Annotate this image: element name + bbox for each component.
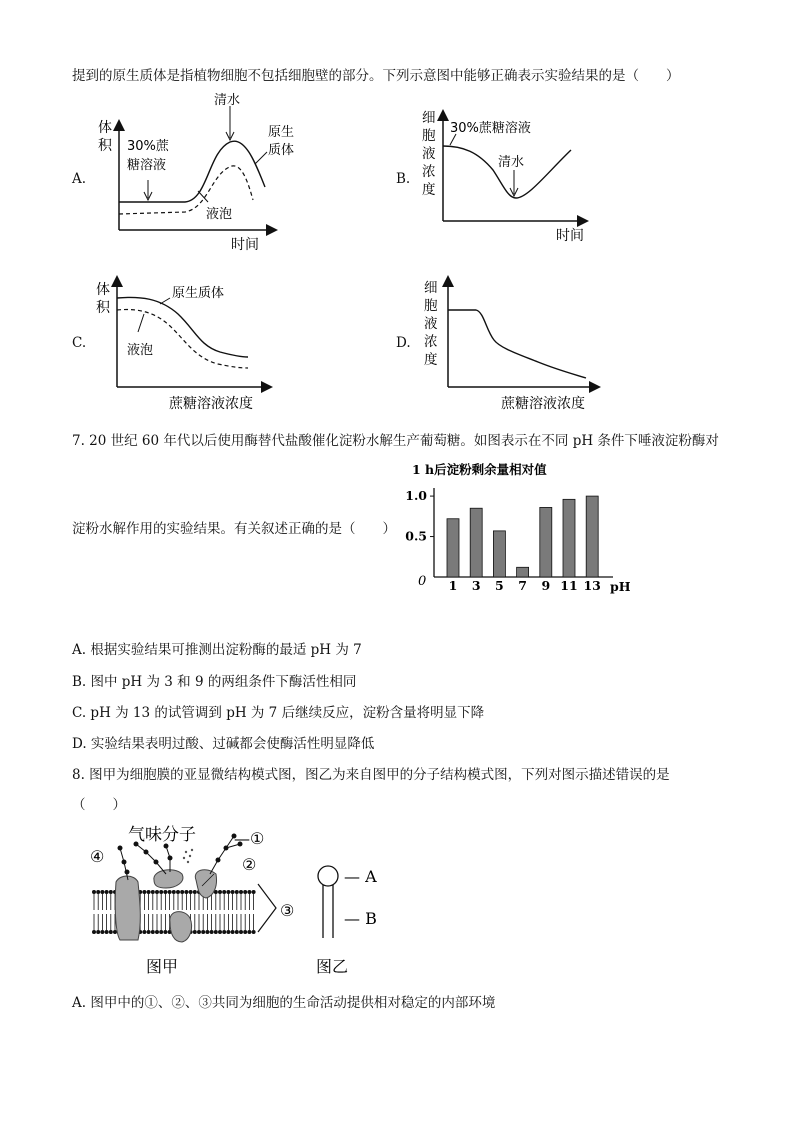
option-c-label: C. <box>72 335 87 351</box>
bar-ph-11 <box>563 499 575 577</box>
graph-d-ylabel-2: 液 <box>424 316 438 332</box>
caption-jia: 图甲 <box>146 957 179 976</box>
lipid-head-upper <box>92 890 96 894</box>
lipid-head-upper <box>184 890 188 894</box>
bracket-3 <box>258 884 276 932</box>
lipid-head-lower <box>239 930 243 934</box>
lipid-head-upper <box>176 890 180 894</box>
graph-b-ylabel-0: 细 <box>422 110 436 126</box>
graph-c-ylabel-2: 积 <box>96 300 110 316</box>
lipid-head-upper <box>105 890 109 894</box>
lipid-head-upper <box>218 890 222 894</box>
q7-option-b: B. 图中 pH 为 3 和 9 的两组条件下酶活性相同 <box>72 674 357 690</box>
surface-protein <box>154 870 183 888</box>
bar-ph-9 <box>540 507 552 577</box>
lipid-head-lower <box>155 930 159 934</box>
lipid-head-upper <box>193 890 197 894</box>
lipid-head-upper <box>142 890 146 894</box>
graph-b-ylabel-1: 胞 <box>422 128 436 144</box>
graph-d-ylabel-0: 细 <box>424 280 438 296</box>
lipid-head-lower <box>231 930 235 934</box>
label-b: — B <box>344 909 377 928</box>
odor-label: 气味分子 <box>128 825 196 845</box>
graph-d-curve <box>448 310 586 378</box>
lipid-head-lower <box>210 930 214 934</box>
marker-2: ② <box>242 855 257 874</box>
lipid-head-upper <box>163 890 167 894</box>
chart-xlabel: pH <box>610 579 631 594</box>
x-tick-label: 9 <box>541 578 551 593</box>
y-tick-label: 1.0 <box>405 488 427 504</box>
x-tick-label: 1 <box>448 578 458 593</box>
graph-a-sucrose-2: 糖溶液 <box>127 158 167 173</box>
y-tick-label: 0.5 <box>405 528 427 544</box>
graph-c <box>90 270 280 415</box>
lipid-head-lower <box>201 930 205 934</box>
bar-ph-5 <box>493 531 505 577</box>
lipid-head-lower <box>252 930 256 934</box>
graph-b-water: 清水 <box>498 155 525 170</box>
graph-a-ylabel-1: 体 <box>98 120 112 136</box>
bar-ph-13 <box>586 496 598 577</box>
graph-b-ylabel-3: 浓 <box>422 164 436 180</box>
graph-a-xlabel: 时间 <box>231 237 259 253</box>
q7-option-a: A. 根据实验结果可推测出淀粉酶的最适 pH 为 7 <box>72 642 362 658</box>
graph-b-ylabel-4: 度 <box>422 182 436 198</box>
lipid-head-lower <box>151 930 155 934</box>
marker-4: ④ <box>90 847 105 866</box>
lipid-head-lower <box>105 930 109 934</box>
q7-option-c: C. pH 为 13 的试管调到 pH 为 7 后继续反应，淀粉含量将明显下降 <box>72 705 485 721</box>
x-tick-label: 5 <box>495 578 504 593</box>
transmembrane-protein <box>115 876 140 940</box>
graph-a-proto-2: 质体 <box>268 143 295 158</box>
lipid-head-lower <box>159 930 163 934</box>
graph-d-ylabel-4: 度 <box>424 352 438 368</box>
graph-a-vacuole: 液泡 <box>206 207 233 222</box>
lipid-head-upper <box>252 890 256 894</box>
lipid-head-upper <box>159 890 163 894</box>
bar-ph-7 <box>517 567 529 577</box>
lipid-head-upper <box>189 890 193 894</box>
lipid-head-upper <box>235 890 239 894</box>
membrane-figure-jia <box>86 822 316 982</box>
graph-a-sucrose-1: 30%蔗 <box>127 139 169 154</box>
graph-a-ylabel-2: 积 <box>98 138 112 154</box>
q8-stem-2: （ ） <box>72 797 126 813</box>
lipid-head-upper <box>247 890 251 894</box>
lipid-head-upper <box>109 890 113 894</box>
graph-b-sucrose: 30%蔗糖溶液 <box>450 121 531 136</box>
chart-origin-label: 0 <box>418 574 427 589</box>
graph-c-proto: 原生质体 <box>172 286 225 301</box>
lipid-head-upper <box>239 890 243 894</box>
graph-b-xlabel: 时间 <box>556 228 584 244</box>
lipid-head-lower <box>113 930 117 934</box>
lipid-head-lower <box>205 930 209 934</box>
graph-b-ylabel-2: 液 <box>422 146 436 162</box>
option-b-label: B. <box>396 171 411 187</box>
q7-stem-2: 淀粉水解作用的实验结果。有关叙述正确的是（ ） <box>72 521 396 537</box>
lipid-head-lower <box>222 930 226 934</box>
lipid-head-lower <box>163 930 167 934</box>
caption-yi: 图乙 <box>316 957 349 976</box>
chart-title: 1 h后淀粉剩余量相对值 <box>412 462 547 477</box>
x-tick-label: 7 <box>518 578 527 593</box>
graph-a <box>90 92 295 254</box>
q7-option-d: D. 实验结果表明过酸、过碱都会使酶活性明显降低 <box>72 736 375 752</box>
graph-d-xlabel: 蔗糖溶液浓度 <box>501 396 585 412</box>
graph-c-ylabel-1: 体 <box>96 282 110 298</box>
lipid-head-lower <box>147 930 151 934</box>
lipid-head-upper <box>100 890 104 894</box>
lipid-head-lower <box>218 930 222 934</box>
graph-b-curve <box>443 146 571 198</box>
marker-3: ③ <box>280 901 295 920</box>
lipid-head-upper <box>147 890 151 894</box>
ph-bar-chart <box>396 458 636 598</box>
lipid-head-lower <box>226 930 230 934</box>
lipid-head-lower <box>96 930 100 934</box>
lipid-head-upper <box>151 890 155 894</box>
q8-option-a: A. 图甲中的①、②、③共同为细胞的生命活动提供相对稳定的内部环境 <box>72 995 496 1011</box>
lipid-head-upper <box>155 890 159 894</box>
phospholipid-head <box>318 866 338 886</box>
label-a: — A <box>344 867 377 886</box>
bar-ph-1 <box>447 519 459 577</box>
q8-stem: 8. 图甲为细胞膜的亚显微结构模式图，图乙为来自图甲的分子结构模式图，下列对图示描述错误的是 <box>72 767 670 783</box>
lipid-head-upper <box>243 890 247 894</box>
embedded-protein <box>170 912 192 942</box>
lipid-head-upper <box>222 890 226 894</box>
graph-c-xlabel: 蔗糖溶液浓度 <box>169 396 253 412</box>
odor-molecules <box>183 849 193 863</box>
x-tick-label: 11 <box>560 578 578 593</box>
lipid-head-lower <box>197 930 201 934</box>
graph-d-ylabel-1: 胞 <box>424 298 438 314</box>
lipid-head-lower <box>235 930 239 934</box>
graph-d-ylabel-3: 浓 <box>424 334 438 350</box>
graph-a-proto-1: 原生 <box>268 125 295 140</box>
graph-a-protoplast-pointer <box>255 152 267 164</box>
lipid-head-lower <box>247 930 251 934</box>
q6-intro: 提到的原生质体是指植物细胞不包括细胞壁的部分。下列示意图中能够正确表示实验结果的是（ ） <box>72 68 680 84</box>
lipid-head-upper <box>168 890 172 894</box>
lipid-head-lower <box>193 930 197 934</box>
lipid-head-lower <box>142 930 146 934</box>
graph-d <box>418 270 608 415</box>
graph-c-vacuole: 液泡 <box>127 343 154 358</box>
option-a-label: A. <box>72 171 87 187</box>
bar-ph-3 <box>470 508 482 577</box>
option-d-label: D. <box>396 335 411 351</box>
graph-a-vacuole-curve <box>119 166 253 214</box>
graph-b <box>418 100 598 250</box>
phospholipid-figure-yi <box>300 852 410 982</box>
lipid-head-lower <box>100 930 104 934</box>
lipid-head-upper <box>172 890 176 894</box>
lipid-head-upper <box>226 890 230 894</box>
lipid-head-upper <box>231 890 235 894</box>
x-tick-label: 3 <box>471 578 481 593</box>
x-tick-label: 13 <box>583 578 601 593</box>
lipid-head-lower <box>214 930 218 934</box>
lipid-head-lower <box>243 930 247 934</box>
graph-a-water: 清水 <box>214 93 241 108</box>
marker-1: —① <box>234 829 265 848</box>
lipid-head-lower <box>109 930 113 934</box>
lipid-head-upper <box>180 890 184 894</box>
lipid-head-upper <box>96 890 100 894</box>
q7-stem: 7. 20 世纪 60 年代以后使用酶替代盐酸催化淀粉水解生产葡萄糖。如图表示在不同 pH 条件下唾液淀粉酶对 <box>72 433 719 449</box>
lipid-head-lower <box>92 930 96 934</box>
